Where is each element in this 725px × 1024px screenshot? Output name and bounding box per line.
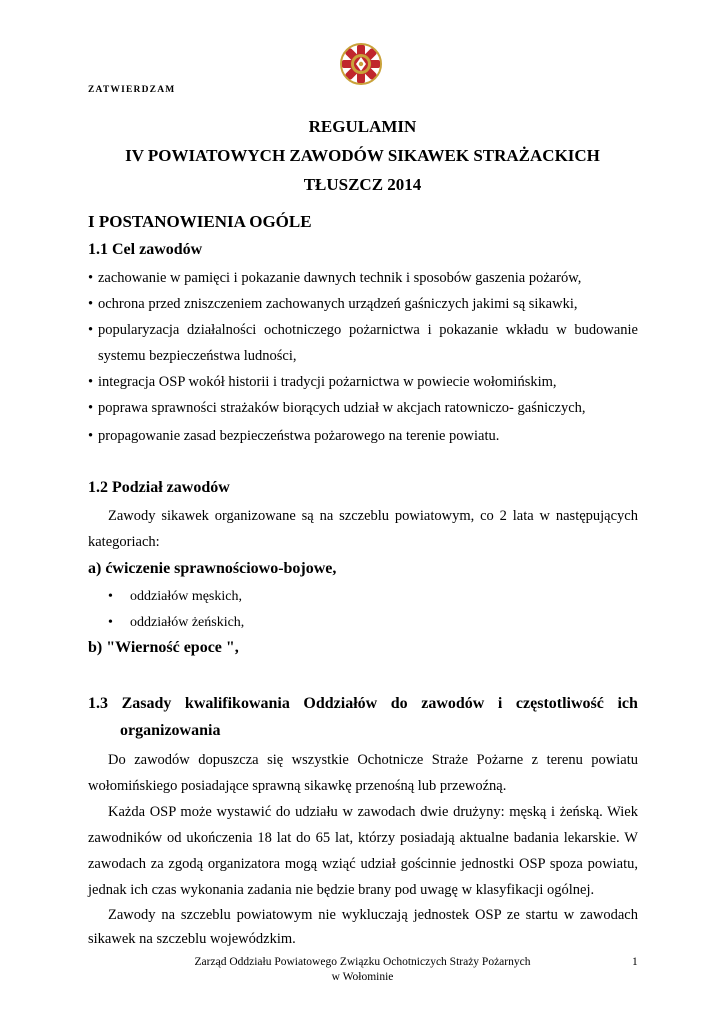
document-subtitle: IV POWIATOWYCH ZAWODÓW SIKAWEK STRAŻACKICH [125,146,600,165]
paragraph-line: zawodach za zgodą organizatora mogą wziąć udział gościnnie jednostki OSP spoza powiatu, [88,856,638,872]
paragraph-line: wołomińskiego posiadające sprawną sikawkę przenośną lub przewoźną. [88,778,507,794]
list-item: • ochrona przed zniszczeniem zachowanych urządzeń gaśniczych jakimi są sikawki, [88,296,578,312]
bullet-icon: • [88,270,94,286]
list-item: • poprawa sprawności strażaków biorących udział w akcjach ratowniczo- gaśniczych, [88,400,586,416]
section-heading: I POSTANOWIENIA OGÓLE [88,212,312,231]
paragraph-line: sikawek na szczeblu wojewódzkim. [88,931,296,947]
document-place-year: TŁUSZCZ 2014 [303,175,422,194]
approval-label: ZATWIERDZAM [88,85,176,95]
paragraph-line: Każda OSP może wystawić do udziału w zawodach dwie drużyny: męską i żeńską. Wiek [108,804,638,820]
bullet-icon: • [88,374,94,390]
paragraph-line: Zawody sikawek organizowane są na szczeblu powiatowym, co 2 lata w następujących [108,508,638,524]
paragraph-line: kategoriach: [88,534,160,550]
subsection-heading-continuation: organizowania [120,722,221,739]
paragraph-line: Zawody na szczeblu powiatowym nie wykluczają jednostek OSP ze startu w zawodach [108,907,638,923]
list-item: • popularyzacja działalności ochotniczego pożarnictwa i pokazanie wkładu w budowanie [88,322,638,338]
page-number: 1 [632,956,638,968]
bullet-icon: • [88,296,94,312]
list-item-continuation: systemu bezpieczeństwa ludności, [98,348,297,364]
bullet-icon: • [88,322,94,338]
list-item: • propagowanie zasad bezpieczeństwa pożarowego na terenie powiatu. [88,428,500,444]
footer-line: w Wołominie [331,971,394,983]
paragraph-line: jednak ich czas wykonania zadania nie będzie brany pod uwagę w klasyfikacji ogólnej. [88,882,595,898]
document-title: REGULAMIN [308,117,417,136]
category-a-heading: a) ćwiczenie sprawnościowo-bojowe, [88,560,337,577]
footer-line: Zarząd Oddziału Powiatowego Związku Ochotniczych Straży Pożarnych [194,956,531,968]
subsection-heading: 1.3 Zasady kwalifikowania Oddziałów do zawodów i częstotliwość ich [88,695,638,712]
list-item: • oddziałów żeńskich, [108,615,245,630]
osp-emblem-icon [339,42,383,86]
list-item: • zachowanie w pamięci i pokazanie dawnych technik i sposobów gaszenia pożarów, [88,270,582,286]
list-item: • oddziałów męskich, [108,589,242,604]
list-item: • integracja OSP wokół historii i tradycji pożarnictwa w powiecie wołomińskim, [88,374,557,390]
category-b-heading: b) "Wierność epoce ", [88,639,239,656]
subsection-heading: 1.1 Cel zawodów [88,241,203,258]
bullet-icon: • [88,428,94,444]
paragraph-line: zawodników od ukończenia 18 lat do 65 lat, którzy posiadają aktualne badania lekarskie. W [88,830,638,846]
paragraph-line: Do zawodów dopuszcza się wszystkie Ochotnicze Straże Pożarne z terenu powiatu [108,752,638,768]
subsection-heading: 1.2 Podział zawodów [88,479,230,496]
bullet-icon: • [108,615,113,630]
bullet-icon: • [88,400,94,416]
bullet-icon: • [108,589,113,604]
